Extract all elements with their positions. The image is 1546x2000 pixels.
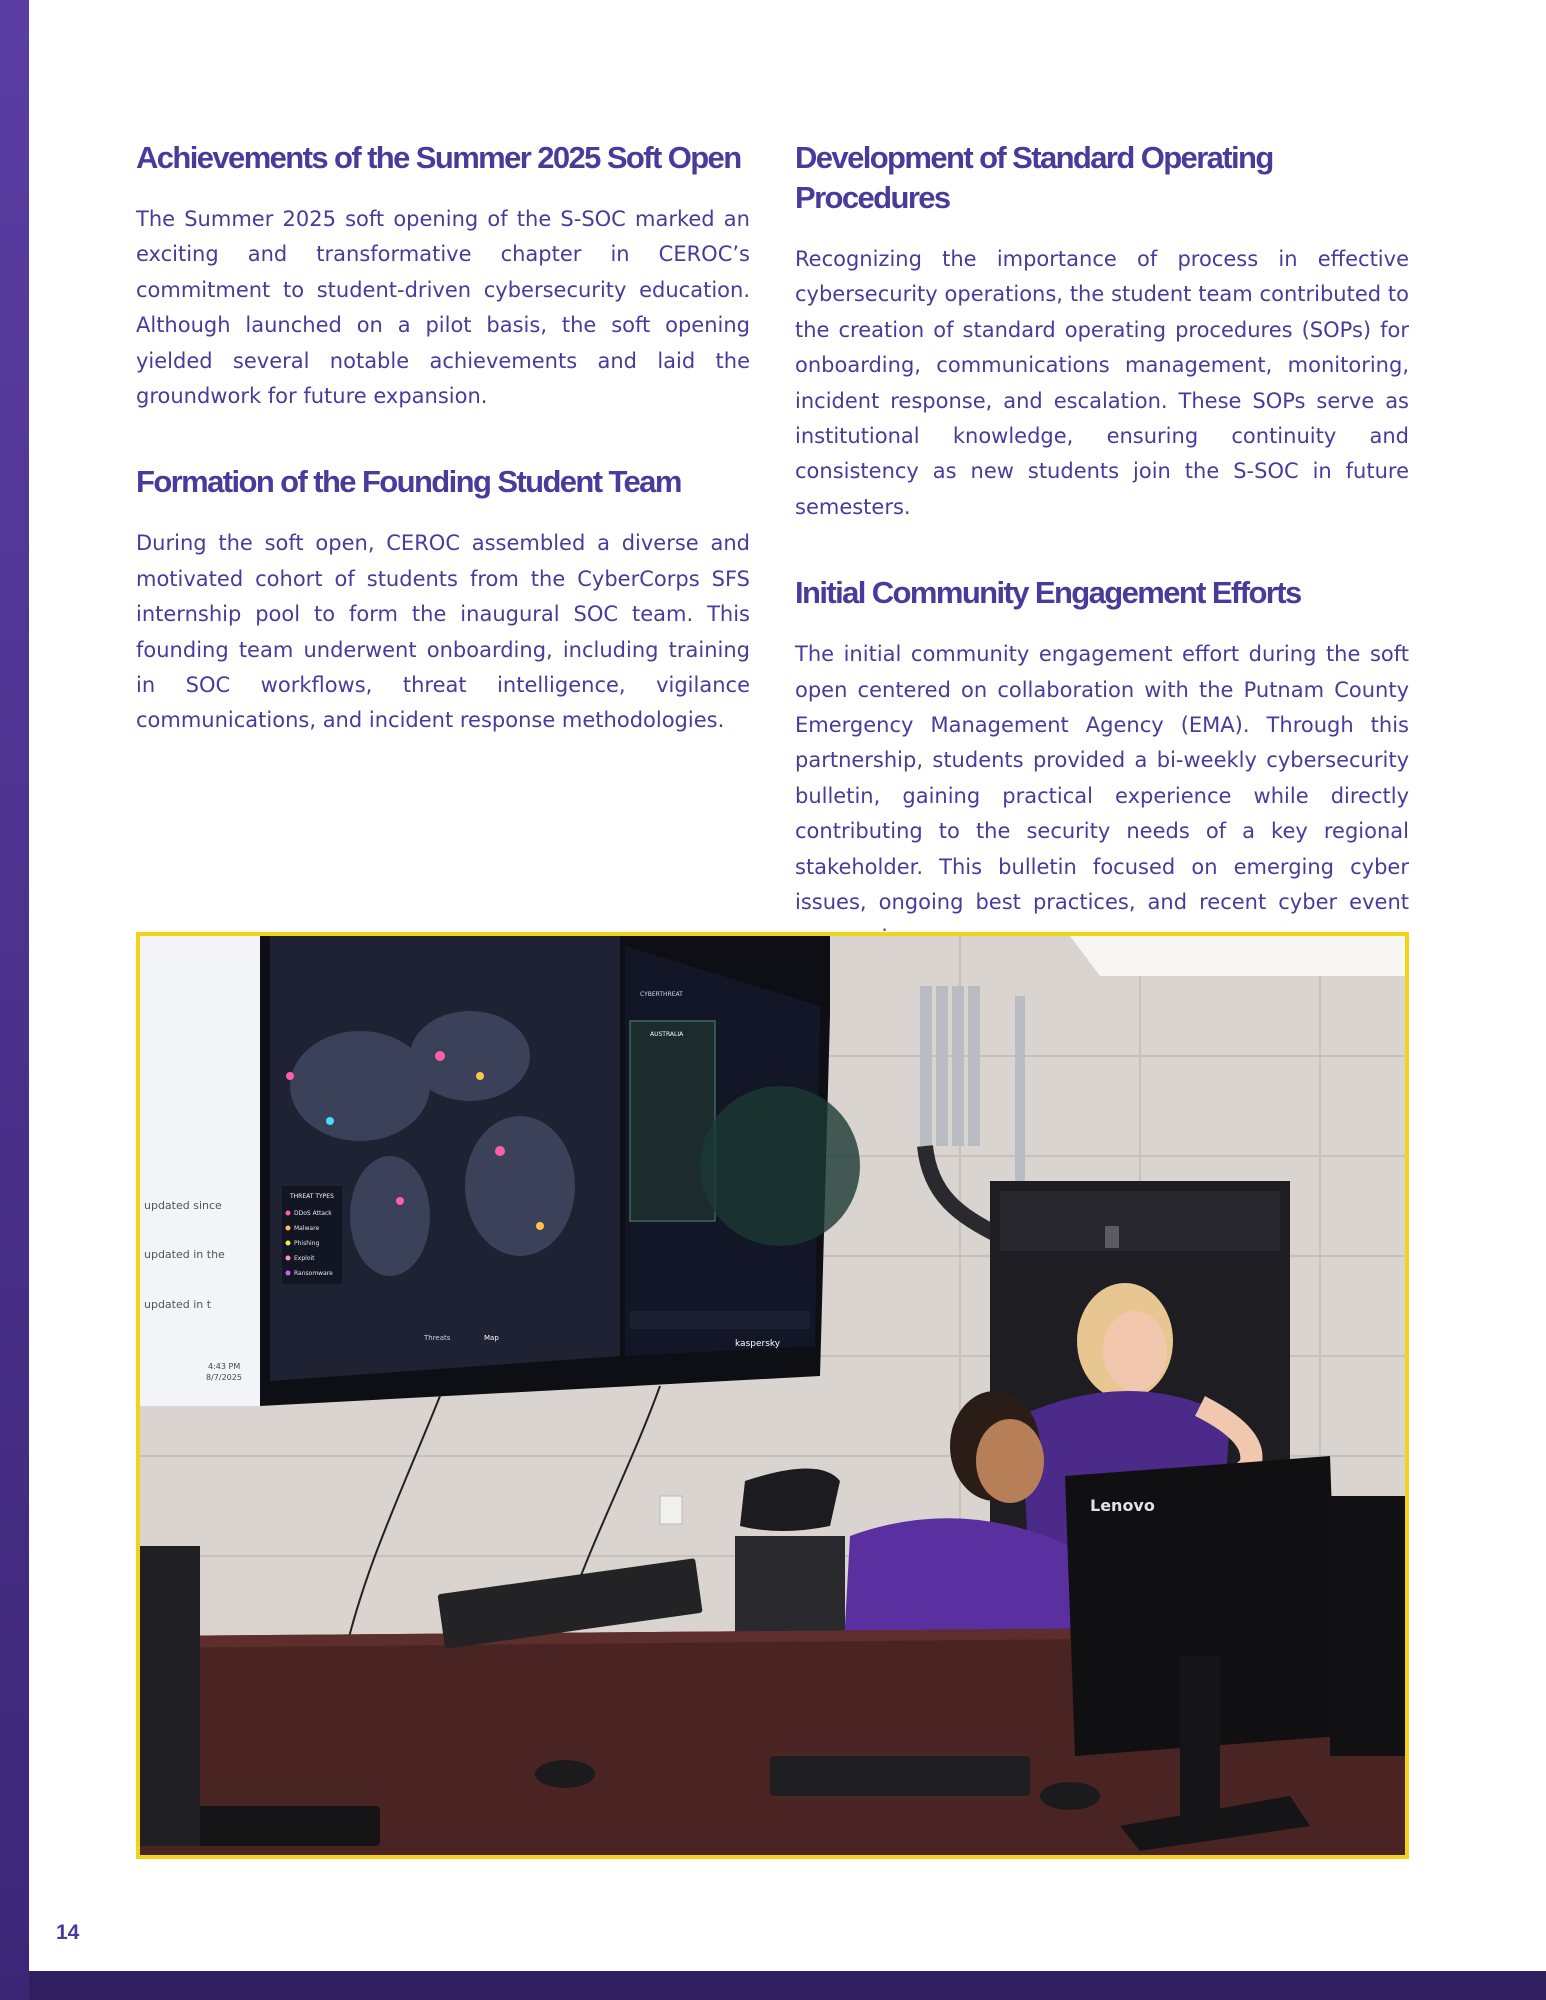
bottom-accent-bar <box>29 1971 1546 2000</box>
screen-clock-date: 8/7/2025 <box>206 1373 242 1382</box>
threat-type-exploit: Exploit <box>294 1255 315 1262</box>
map-tab-threats: Threats <box>424 1334 451 1342</box>
threat-type-ransomware: Ransomware <box>294 1270 333 1277</box>
threat-type-phishing: Phishing <box>294 1240 320 1247</box>
panel-country: AUSTRALIA <box>650 1031 684 1038</box>
section-heading-achievements: Achievements of the Summer 2025 Soft Open <box>136 140 741 175</box>
screen-updated-in-t: updated in t <box>144 1298 212 1311</box>
section-heading-community: Initial Community Engagement Efforts <box>795 575 1301 611</box>
section-heading-sops: Development of Standard Operating Procedures <box>795 140 1273 215</box>
section-body-achievements: The Summer 2025 soft opening of the S-SOC marked an exciting and transformative chapter in CEROC’s commitment to student-driven cybersecurity education. Although launched on a pilot basis, the soft opening yielded several notable achievements and laid the groundwork for future expansion. <box>136 207 750 409</box>
section-body-formation: During the soft open, CEROC assembled a diverse and motivated cohort of students from the CyberCorps SFS internship pool to form the inaugural SOC team. This founding team underwent onboarding, including training in SOC workflows, threat intelligence, vigilance communications, and incident response methodologies. <box>136 531 750 733</box>
screen-updated-since: updated since <box>144 1199 222 1212</box>
right-column <box>795 138 1409 956</box>
kaspersky-label: kaspersky <box>735 1339 781 1349</box>
threat-type-ddos: DDoS Attack <box>294 1210 332 1217</box>
screen-clock-time: 4:43 PM <box>208 1362 241 1371</box>
threat-type-malware: Malware <box>294 1225 320 1232</box>
soc-room-photo <box>136 932 1409 1859</box>
left-column <box>136 138 750 739</box>
map-tab-map: Map <box>484 1334 499 1342</box>
panel-title: CYBERTHREAT <box>640 991 683 998</box>
left-accent-bar <box>0 0 29 2000</box>
section-heading-formation: Formation of the Founding Student Team <box>136 464 681 500</box>
screen-updated-in-the: updated in the <box>144 1248 225 1261</box>
threat-types-title: THREAT TYPES <box>290 1193 334 1200</box>
page-number: 14 <box>56 1921 80 1944</box>
monitor-brand: Lenovo <box>1090 1496 1155 1515</box>
section-body-sops: Recognizing the importance of process in effective cybersecurity operations, the student team contributed to the creation of standard operating procedures (SOPs) for onboarding, communications management, monitoring, incident response, and escalation. These SOPs serve as institutional knowledge, ensuring continuity and consistency as new students join the S-SOC in future semesters. <box>795 247 1409 519</box>
section-body-community: The initial community engagement effort during the soft open centered on collaboration with the Putnam County Emergency Management Agency (EMA). Through this partnership, students provided a bi-weekly cybersecurity bulletin, gaining practical experience while directly contributing to the security needs of a key regional stakeholder. This bulletin focused on emerging cyber issues, ongoing best practices, and recent cyber event <box>795 642 1409 915</box>
